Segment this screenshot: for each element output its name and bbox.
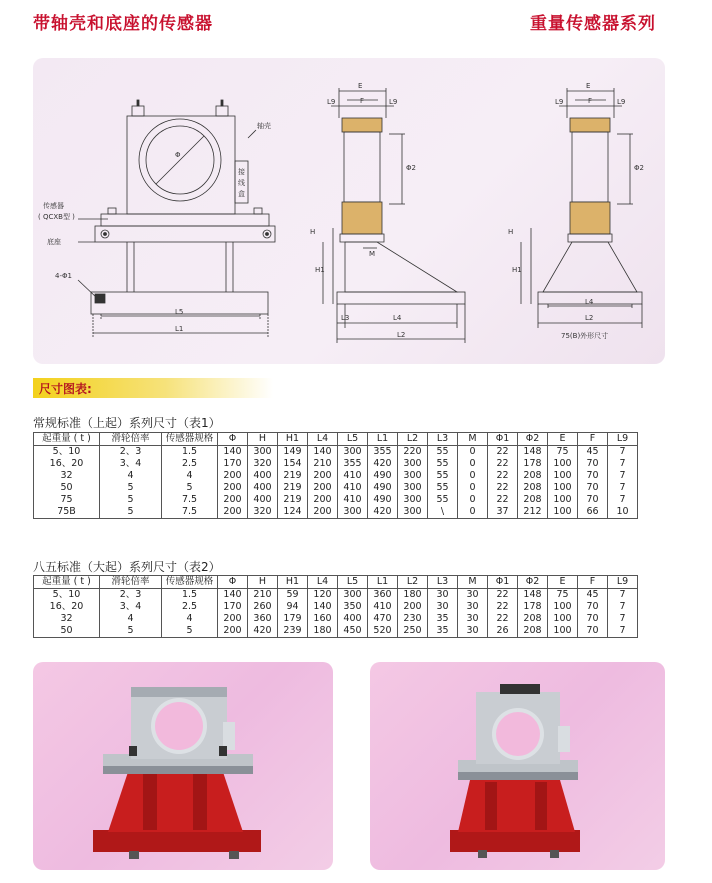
table-cell: 470 [368, 613, 398, 625]
table-header-row [34, 433, 638, 446]
table-cell: 410 [338, 494, 368, 506]
table-cell: 300 [398, 458, 428, 470]
table-cell: 30 [458, 625, 488, 638]
column-header: Φ2 [518, 433, 548, 446]
column-header: L4 [308, 433, 338, 446]
f-label-1: F [360, 97, 365, 105]
table-cell: 140 [308, 446, 338, 459]
table-cell: 70 [578, 625, 608, 638]
table-cell: 1.5 [162, 589, 218, 602]
table-cell: 400 [338, 613, 368, 625]
series-title: 重量传感器系列 [530, 14, 656, 34]
m-label-1: M [369, 250, 376, 258]
sensor-photo-left [93, 687, 261, 859]
table-cell: 30 [458, 601, 488, 613]
table-cell: 2.5 [162, 601, 218, 613]
column-header: M [458, 433, 488, 446]
l4-label-1: L4 [393, 314, 402, 322]
table-cell: 70 [578, 470, 608, 482]
table-cell: 219 [278, 470, 308, 482]
table-cell: 5 [162, 482, 218, 494]
column-header: Φ1 [488, 433, 518, 446]
table-cell: 70 [578, 601, 608, 613]
table-cell: 300 [248, 446, 278, 459]
table-cell: 2、3 [100, 446, 162, 459]
table-cell: 208 [518, 494, 548, 506]
sensor-model-label: ( QCXB型 ) [38, 213, 75, 221]
table-cell: 208 [518, 470, 548, 482]
table-cell: 140 [218, 446, 248, 459]
table-cell: 180 [398, 589, 428, 602]
table-cell: 30 [458, 613, 488, 625]
note-75b: 75(B)外形尺寸 [561, 332, 609, 340]
table-cell: 0 [458, 506, 488, 519]
table-cell: 149 [278, 446, 308, 459]
table-cell: 220 [398, 446, 428, 459]
table-cell: 0 [458, 482, 488, 494]
table-cell: 32 [34, 613, 100, 625]
table-cell: 7 [608, 494, 638, 506]
column-header: Φ2 [518, 576, 548, 589]
table-cell: 300 [338, 446, 368, 459]
table-cell: 490 [368, 470, 398, 482]
table-cell: 7.5 [162, 494, 218, 506]
table-cell: 22 [488, 589, 518, 602]
junction-box-label-2: 线 [238, 179, 245, 187]
table-cell: 400 [248, 494, 278, 506]
table-cell: 360 [368, 589, 398, 602]
table-cell: 300 [398, 470, 428, 482]
column-header: 滑轮倍率 [100, 433, 162, 446]
table-cell: 219 [278, 482, 308, 494]
table-header-row [34, 576, 638, 589]
table-cell: 100 [548, 613, 578, 625]
table-cell: 4 [100, 613, 162, 625]
table-cell: 420 [368, 506, 398, 519]
column-header: H [248, 433, 278, 446]
e-label-2: E [586, 82, 591, 90]
table-cell: 140 [308, 601, 338, 613]
table-cell: 178 [518, 458, 548, 470]
table-cell: 120 [308, 589, 338, 602]
table-cell: 22 [488, 482, 518, 494]
table-cell: 26 [488, 625, 518, 638]
table-cell: 178 [518, 601, 548, 613]
table-cell: 200 [218, 482, 248, 494]
table-cell: 7 [608, 446, 638, 459]
side-view-75b-drawing [521, 88, 642, 328]
table-cell: 100 [548, 506, 578, 519]
shaft-housing-label: 轴壳 [257, 122, 271, 130]
column-header: L5 [338, 433, 368, 446]
column-header: 滑轮倍率 [100, 576, 162, 589]
table-row [34, 625, 638, 638]
table-cell: 200 [308, 482, 338, 494]
table-cell: 200 [398, 601, 428, 613]
table-cell: 30 [428, 601, 458, 613]
sensor-label: 传感器 [43, 202, 64, 210]
table-cell: 55 [428, 470, 458, 482]
table-cell: 2、3 [100, 589, 162, 602]
l2-label-1: L2 [397, 331, 406, 339]
table-cell: 2.5 [162, 458, 218, 470]
table-cell: 45 [578, 589, 608, 602]
table-cell: 212 [518, 506, 548, 519]
f-label-2: F [588, 97, 593, 105]
table-cell: 140 [218, 589, 248, 602]
table-cell: 94 [278, 601, 308, 613]
table-cell: 5 [100, 625, 162, 638]
table-cell: 5 [100, 482, 162, 494]
table-cell: 55 [428, 494, 458, 506]
table-cell: 45 [578, 446, 608, 459]
table-cell: 200 [218, 494, 248, 506]
table-cell: 70 [578, 482, 608, 494]
table-cell: 160 [308, 613, 338, 625]
column-header: L2 [398, 433, 428, 446]
table-cell: 55 [428, 482, 458, 494]
table-row [34, 482, 638, 494]
table-cell: 410 [338, 470, 368, 482]
table-cell: 410 [368, 601, 398, 613]
table-cell: 320 [248, 506, 278, 519]
junction-box-label-3: 盒 [238, 190, 245, 198]
l3-label-1: L3 [341, 314, 350, 322]
table-row [34, 613, 638, 625]
table-row [34, 446, 638, 459]
table-cell: 4 [162, 470, 218, 482]
table-cell: 7 [608, 470, 638, 482]
table-cell: 100 [548, 482, 578, 494]
table2 [33, 575, 638, 638]
table-cell: 35 [428, 625, 458, 638]
table-cell: 3、4 [100, 458, 162, 470]
column-header: 传感器规格 [162, 576, 218, 589]
l9-label-1a: L9 [327, 98, 336, 106]
table-cell: 5 [162, 625, 218, 638]
table-cell: 320 [248, 458, 278, 470]
front-view-drawing [78, 100, 275, 338]
column-header: F [578, 576, 608, 589]
table-cell: 200 [308, 470, 338, 482]
table-cell: 22 [488, 494, 518, 506]
table-cell: 450 [338, 625, 368, 638]
table-cell: 208 [518, 613, 548, 625]
side-view-drawing [323, 88, 465, 343]
table-cell: 22 [488, 613, 518, 625]
column-header: M [458, 576, 488, 589]
table-cell: 200 [218, 470, 248, 482]
table-cell: 300 [338, 506, 368, 519]
column-header: L5 [338, 576, 368, 589]
phi2-label-2: Φ2 [634, 164, 644, 172]
column-header: L9 [608, 433, 638, 446]
column-header: H1 [278, 576, 308, 589]
table1 [33, 432, 638, 519]
table-cell: 4 [100, 470, 162, 482]
table-cell: 300 [398, 482, 428, 494]
table-cell: 210 [248, 589, 278, 602]
column-header: 起重量 ( t ) [34, 433, 100, 446]
table-cell: 400 [248, 482, 278, 494]
column-header: F [578, 433, 608, 446]
column-header: H1 [278, 433, 308, 446]
column-header: L1 [368, 576, 398, 589]
table-cell: 200 [218, 613, 248, 625]
table-cell: 200 [218, 506, 248, 519]
h-label-1: H [310, 228, 316, 236]
table-cell: 75 [34, 494, 100, 506]
table-cell: 3、4 [100, 601, 162, 613]
table-cell: 10 [608, 506, 638, 519]
table-cell: 219 [278, 494, 308, 506]
table-cell: 37 [488, 506, 518, 519]
table-cell: 420 [368, 458, 398, 470]
table-cell: 100 [548, 625, 578, 638]
column-header: E [548, 433, 578, 446]
table-cell: 5 [100, 506, 162, 519]
table-cell: 50 [34, 625, 100, 638]
phi-label: Φ [175, 151, 181, 159]
table-cell: 35 [428, 613, 458, 625]
table-cell: 75 [548, 446, 578, 459]
table-cell: 22 [488, 470, 518, 482]
table-cell: 210 [308, 458, 338, 470]
table-cell: 7 [608, 613, 638, 625]
table-cell: 208 [518, 625, 548, 638]
e-label-1: E [358, 82, 363, 90]
table-cell: 5 [100, 494, 162, 506]
table-row [34, 458, 638, 470]
table-cell: 208 [518, 482, 548, 494]
table-cell: 490 [368, 494, 398, 506]
table-cell: 75B [34, 506, 100, 519]
table-cell: 4 [162, 613, 218, 625]
table-cell: 100 [548, 494, 578, 506]
phi2-label-1: Φ2 [406, 164, 416, 172]
table-cell: 75 [548, 589, 578, 602]
table-cell: 124 [278, 506, 308, 519]
table-cell: 200 [308, 494, 338, 506]
l9-label-2a: L9 [555, 98, 564, 106]
table-cell: 7 [608, 589, 638, 602]
l9-label-2b: L9 [617, 98, 626, 106]
l5-label: L5 [175, 308, 184, 316]
l9-label-1b: L9 [389, 98, 398, 106]
table-row [34, 494, 638, 506]
table-cell: 0 [458, 494, 488, 506]
table-cell: 55 [428, 446, 458, 459]
table-cell: 400 [248, 470, 278, 482]
table-cell: 5、10 [34, 589, 100, 602]
column-header: E [548, 576, 578, 589]
h1-label-2: H1 [512, 266, 522, 274]
table-cell: 100 [548, 458, 578, 470]
column-header: L9 [608, 576, 638, 589]
column-header: L1 [368, 433, 398, 446]
table-cell: 300 [338, 589, 368, 602]
table-cell: 30 [458, 589, 488, 602]
table-cell: 0 [458, 458, 488, 470]
table-cell: 59 [278, 589, 308, 602]
l4-label-2: L4 [585, 298, 594, 306]
l1-label: L1 [175, 325, 184, 333]
table-cell: 148 [518, 589, 548, 602]
dimension-drawing-panel [33, 58, 665, 364]
table-cell: 7.5 [162, 506, 218, 519]
table-cell: 180 [308, 625, 338, 638]
table-cell: 55 [428, 458, 458, 470]
column-header: L2 [398, 576, 428, 589]
section-header [33, 378, 273, 398]
table-cell: 260 [248, 601, 278, 613]
table-cell: 22 [488, 446, 518, 459]
table-cell: 200 [308, 506, 338, 519]
table-cell: 300 [398, 494, 428, 506]
table-cell: 70 [578, 458, 608, 470]
sensor-photo-right [450, 684, 580, 858]
column-header: Φ [218, 433, 248, 446]
column-header: L3 [428, 433, 458, 446]
l2-label-2: L2 [585, 314, 594, 322]
table-cell: \ [428, 506, 458, 519]
table-cell: 420 [248, 625, 278, 638]
table-cell: 100 [548, 470, 578, 482]
table-cell: 300 [398, 506, 428, 519]
product-photo-left [33, 662, 333, 870]
table-cell: 355 [368, 446, 398, 459]
table-cell: 7 [608, 482, 638, 494]
table-cell: 22 [488, 458, 518, 470]
table-cell: 7 [608, 625, 638, 638]
table-cell: 5、10 [34, 446, 100, 459]
table-cell: 50 [34, 482, 100, 494]
table-cell: 239 [278, 625, 308, 638]
table-cell: 66 [578, 506, 608, 519]
junction-box-label-1: 接 [238, 168, 245, 176]
h1-label-1: H1 [315, 266, 325, 274]
column-header: L3 [428, 576, 458, 589]
table-cell: 100 [548, 601, 578, 613]
table-row [34, 601, 638, 613]
table-cell: 16、20 [34, 601, 100, 613]
column-header: Φ [218, 576, 248, 589]
table-cell: 350 [338, 601, 368, 613]
table-cell: 250 [398, 625, 428, 638]
table-cell: 16、20 [34, 458, 100, 470]
table-row [34, 470, 638, 482]
table-cell: 70 [578, 494, 608, 506]
table-cell: 148 [518, 446, 548, 459]
table1-caption: 常规标准（上起）系列尺寸（表1） [33, 416, 221, 430]
table-cell: 30 [428, 589, 458, 602]
table-cell: 7 [608, 601, 638, 613]
base-label: 底座 [47, 238, 61, 246]
table-cell: 410 [338, 482, 368, 494]
table-cell: 170 [218, 458, 248, 470]
page-title: 带轴壳和底座的传感器 [33, 14, 213, 34]
column-header: 起重量 ( t ) [34, 576, 100, 589]
table-cell: 70 [578, 613, 608, 625]
table-row [34, 506, 638, 519]
table-cell: 0 [458, 446, 488, 459]
table2-caption: 八五标准（大起）系列尺寸（表2） [33, 560, 221, 574]
column-header: H [248, 576, 278, 589]
table-cell: 154 [278, 458, 308, 470]
table-cell: 355 [338, 458, 368, 470]
section-title: 尺寸图表: [39, 382, 92, 396]
table-row [34, 589, 638, 602]
table-cell: 7 [608, 458, 638, 470]
hole-label: 4-Φ1 [55, 272, 72, 280]
table-cell: 22 [488, 601, 518, 613]
table-cell: 179 [278, 613, 308, 625]
table-cell: 1.5 [162, 446, 218, 459]
table-cell: 520 [368, 625, 398, 638]
table-cell: 0 [458, 470, 488, 482]
product-photo-right [370, 662, 665, 870]
table-cell: 490 [368, 482, 398, 494]
table-cell: 360 [248, 613, 278, 625]
table-cell: 170 [218, 601, 248, 613]
column-header: 传感器规格 [162, 433, 218, 446]
table-cell: 200 [218, 625, 248, 638]
table-cell: 32 [34, 470, 100, 482]
column-header: Φ1 [488, 576, 518, 589]
table-cell: 230 [398, 613, 428, 625]
column-header: L4 [308, 576, 338, 589]
h-label-2: H [508, 228, 514, 236]
